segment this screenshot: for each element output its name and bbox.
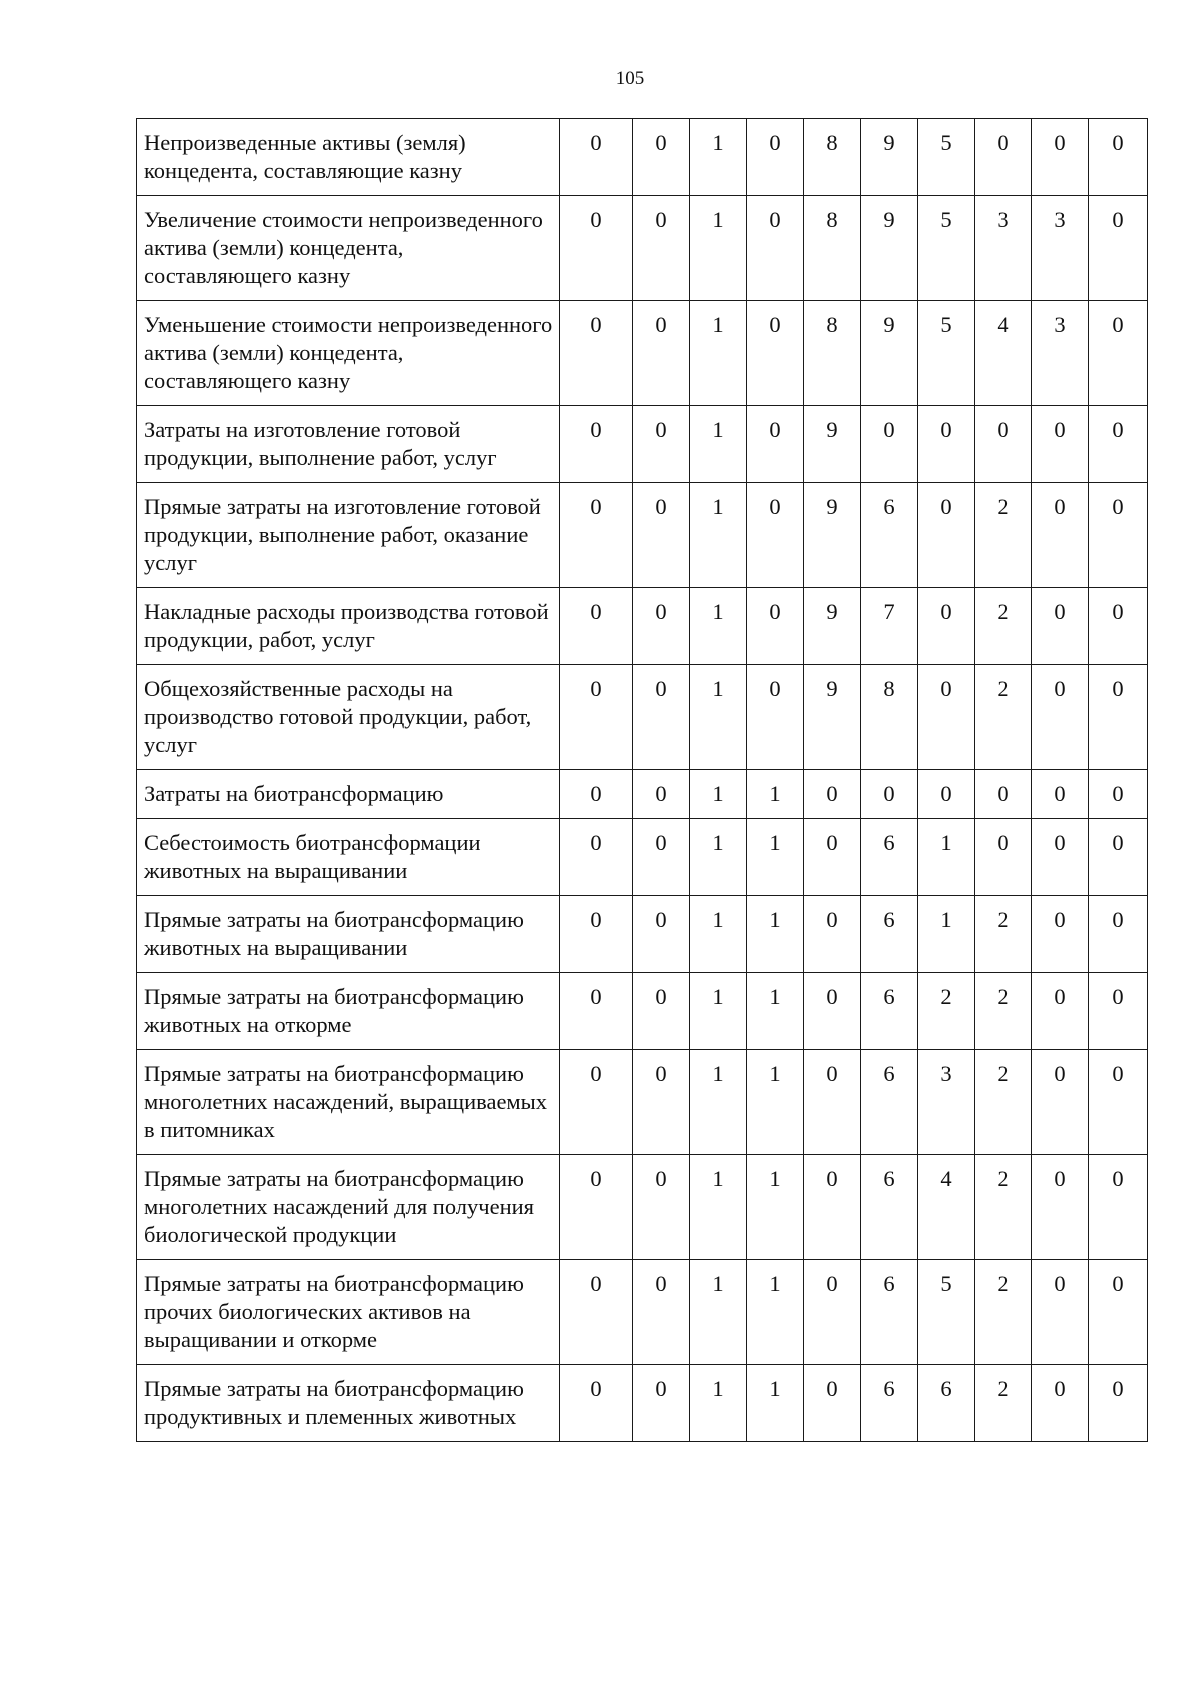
code-digit-cell: 0: [747, 196, 804, 301]
code-digit-cell: 0: [975, 819, 1032, 896]
code-digit-cell: 9: [861, 196, 918, 301]
code-digit-cell: 0: [633, 119, 690, 196]
code-digit-cell: 8: [804, 119, 861, 196]
table-body: [137, 119, 1148, 1442]
code-digit-cell: 3: [1032, 301, 1089, 406]
account-name-cell: Прямые затраты на биотрансформацию многолетних насаждений, выращиваемых в питомниках: [137, 1050, 560, 1155]
code-digit-cell: 1: [690, 196, 747, 301]
code-digit-cell: 2: [975, 665, 1032, 770]
code-digit-cell: 0: [633, 1155, 690, 1260]
table-row: [137, 770, 1148, 819]
code-digit-cell: 0: [560, 196, 633, 301]
code-digit-cell: 2: [975, 588, 1032, 665]
code-digit-cell: 7: [861, 588, 918, 665]
code-digit-cell: 0: [1032, 1050, 1089, 1155]
code-digit-cell: 0: [1089, 1155, 1148, 1260]
account-name-cell: Непроизведенные активы (земля) концедента, составляющие казну: [137, 119, 560, 196]
table-row: [137, 406, 1148, 483]
code-digit-cell: 1: [690, 1365, 747, 1442]
code-digit-cell: 0: [804, 1050, 861, 1155]
code-digit-cell: 0: [633, 819, 690, 896]
code-digit-cell: 0: [1032, 665, 1089, 770]
table-row: [137, 1155, 1148, 1260]
code-digit-cell: 0: [1089, 1050, 1148, 1155]
code-digit-cell: 5: [918, 196, 975, 301]
code-digit-cell: 1: [747, 819, 804, 896]
table-row: [137, 483, 1148, 588]
code-digit-cell: 0: [804, 819, 861, 896]
code-digit-cell: 1: [747, 1365, 804, 1442]
code-digit-cell: 0: [1032, 406, 1089, 483]
code-digit-cell: 0: [1089, 196, 1148, 301]
code-digit-cell: 0: [861, 406, 918, 483]
code-digit-cell: 0: [560, 483, 633, 588]
code-digit-cell: 6: [861, 483, 918, 588]
table-row: [137, 119, 1148, 196]
code-digit-cell: 0: [633, 973, 690, 1050]
code-digit-cell: 0: [1089, 665, 1148, 770]
code-digit-cell: 1: [690, 665, 747, 770]
account-name-cell: Затраты на изготовление готовой продукции, выполнение работ, услуг: [137, 406, 560, 483]
code-digit-cell: 6: [861, 1365, 918, 1442]
account-name-cell: Прямые затраты на изготовление готовой продукции, выполнение работ, оказание услуг: [137, 483, 560, 588]
code-digit-cell: 1: [690, 973, 747, 1050]
code-digit-cell: 0: [560, 406, 633, 483]
code-digit-cell: 1: [690, 1155, 747, 1260]
code-digit-cell: 0: [975, 406, 1032, 483]
code-digit-cell: 3: [1032, 196, 1089, 301]
code-digit-cell: 0: [747, 301, 804, 406]
code-digit-cell: 0: [1032, 588, 1089, 665]
code-digit-cell: 0: [804, 1155, 861, 1260]
code-digit-cell: 0: [1089, 819, 1148, 896]
code-digit-cell: 2: [975, 1155, 1032, 1260]
code-digit-cell: 0: [633, 665, 690, 770]
code-digit-cell: 0: [804, 896, 861, 973]
table-row: [137, 973, 1148, 1050]
code-digit-cell: 1: [747, 896, 804, 973]
code-digit-cell: 2: [918, 973, 975, 1050]
code-digit-cell: 0: [560, 973, 633, 1050]
table-row: [137, 1365, 1148, 1442]
code-digit-cell: 6: [861, 896, 918, 973]
code-digit-cell: 0: [560, 1050, 633, 1155]
code-digit-cell: 8: [804, 301, 861, 406]
code-digit-cell: 0: [1089, 770, 1148, 819]
table-row: [137, 301, 1148, 406]
code-digit-cell: 0: [633, 406, 690, 483]
code-digit-cell: 6: [918, 1365, 975, 1442]
code-digit-cell: 9: [804, 665, 861, 770]
account-name-cell: Общехозяйственные расходы на производство готовой продукции, работ, услуг: [137, 665, 560, 770]
code-digit-cell: 0: [633, 588, 690, 665]
code-digit-cell: 0: [633, 1260, 690, 1365]
code-digit-cell: 3: [975, 196, 1032, 301]
code-digit-cell: 0: [1032, 819, 1089, 896]
code-digit-cell: 1: [690, 406, 747, 483]
code-digit-cell: 0: [633, 896, 690, 973]
code-digit-cell: 0: [918, 770, 975, 819]
table-row: [137, 896, 1148, 973]
code-digit-cell: 2: [975, 1260, 1032, 1365]
code-digit-cell: 6: [861, 1260, 918, 1365]
account-name-cell: Прямые затраты на биотрансформацию продуктивных и племенных животных: [137, 1365, 560, 1442]
code-digit-cell: 1: [690, 770, 747, 819]
account-codes-table: [136, 118, 1148, 1442]
account-name-cell: Накладные расходы производства готовой продукции, работ, услуг: [137, 588, 560, 665]
code-digit-cell: 0: [1032, 1155, 1089, 1260]
table-row: [137, 196, 1148, 301]
code-digit-cell: 0: [1089, 973, 1148, 1050]
code-digit-cell: 1: [747, 1260, 804, 1365]
code-digit-cell: 5: [918, 1260, 975, 1365]
code-digit-cell: 2: [975, 896, 1032, 973]
code-digit-cell: 0: [804, 1365, 861, 1442]
code-digit-cell: 0: [1089, 588, 1148, 665]
code-digit-cell: 1: [690, 819, 747, 896]
code-digit-cell: 0: [633, 1365, 690, 1442]
code-digit-cell: 0: [747, 483, 804, 588]
code-digit-cell: 0: [560, 665, 633, 770]
account-name-cell: Уменьшение стоимости непроизведенного актива (земли) концедента, составляющего казну: [137, 301, 560, 406]
code-digit-cell: 0: [633, 301, 690, 406]
code-digit-cell: 0: [1032, 770, 1089, 819]
code-digit-cell: 0: [747, 406, 804, 483]
code-digit-cell: 0: [918, 406, 975, 483]
code-digit-cell: 0: [560, 1260, 633, 1365]
account-name-cell: Затраты на биотрансформацию: [137, 770, 560, 819]
code-digit-cell: 0: [1032, 1260, 1089, 1365]
code-digit-cell: 0: [1089, 406, 1148, 483]
code-digit-cell: 0: [1032, 483, 1089, 588]
code-digit-cell: 0: [560, 1365, 633, 1442]
code-digit-cell: 8: [861, 665, 918, 770]
code-digit-cell: 0: [747, 119, 804, 196]
code-digit-cell: 0: [633, 483, 690, 588]
account-name-cell: Прямые затраты на биотрансформацию животных на выращивании: [137, 896, 560, 973]
code-digit-cell: 9: [804, 588, 861, 665]
code-digit-cell: 0: [1089, 301, 1148, 406]
code-digit-cell: 0: [560, 819, 633, 896]
table-row: [137, 819, 1148, 896]
code-digit-cell: 0: [918, 665, 975, 770]
code-digit-cell: 0: [560, 770, 633, 819]
table-row: [137, 1050, 1148, 1155]
code-digit-cell: 1: [918, 819, 975, 896]
code-digit-cell: 0: [560, 119, 633, 196]
code-digit-cell: 0: [918, 483, 975, 588]
code-digit-cell: 1: [747, 1050, 804, 1155]
table-row: [137, 588, 1148, 665]
account-name-cell: Прямые затраты на биотрансформацию прочих биологических активов на выращивании и откорме: [137, 1260, 560, 1365]
code-digit-cell: 2: [975, 973, 1032, 1050]
code-digit-cell: 0: [1089, 896, 1148, 973]
code-digit-cell: 1: [690, 1050, 747, 1155]
code-digit-cell: 2: [975, 483, 1032, 588]
code-digit-cell: 0: [560, 588, 633, 665]
code-digit-cell: 6: [861, 1155, 918, 1260]
code-digit-cell: 9: [804, 406, 861, 483]
code-digit-cell: 0: [1032, 973, 1089, 1050]
code-digit-cell: 0: [747, 588, 804, 665]
code-digit-cell: 4: [918, 1155, 975, 1260]
code-digit-cell: 6: [861, 819, 918, 896]
code-digit-cell: 1: [690, 119, 747, 196]
code-digit-cell: 0: [633, 196, 690, 301]
account-name-cell: Прямые затраты на биотрансформацию животных на откорме: [137, 973, 560, 1050]
account-name-cell: Прямые затраты на биотрансформацию многолетних насаждений для получения биологической продукции: [137, 1155, 560, 1260]
code-digit-cell: 1: [747, 973, 804, 1050]
code-digit-cell: 6: [861, 1050, 918, 1155]
account-name-cell: Себестоимость биотрансформации животных на выращивании: [137, 819, 560, 896]
code-digit-cell: 2: [975, 1365, 1032, 1442]
code-digit-cell: 9: [861, 119, 918, 196]
code-digit-cell: 0: [560, 1155, 633, 1260]
code-digit-cell: 0: [1089, 1260, 1148, 1365]
page-number: 105: [615, 68, 645, 89]
code-digit-cell: 1: [690, 1260, 747, 1365]
code-digit-cell: 1: [690, 301, 747, 406]
code-digit-cell: 0: [804, 973, 861, 1050]
code-digit-cell: 0: [633, 1050, 690, 1155]
code-digit-cell: 5: [918, 301, 975, 406]
table-row: [137, 1260, 1148, 1365]
code-digit-cell: 0: [861, 770, 918, 819]
code-digit-cell: 0: [804, 1260, 861, 1365]
code-digit-cell: 6: [861, 973, 918, 1050]
code-digit-cell: 1: [690, 483, 747, 588]
code-digit-cell: 0: [1032, 119, 1089, 196]
code-digit-cell: 0: [804, 770, 861, 819]
code-digit-cell: 0: [1089, 119, 1148, 196]
code-digit-cell: 3: [918, 1050, 975, 1155]
code-digit-cell: 0: [1032, 896, 1089, 973]
code-digit-cell: 5: [918, 119, 975, 196]
code-digit-cell: 4: [975, 301, 1032, 406]
code-digit-cell: 0: [560, 301, 633, 406]
code-digit-cell: 0: [975, 770, 1032, 819]
code-digit-cell: 2: [975, 1050, 1032, 1155]
table-row: [137, 665, 1148, 770]
code-digit-cell: 9: [861, 301, 918, 406]
code-digit-cell: 0: [1032, 1365, 1089, 1442]
code-digit-cell: 1: [690, 588, 747, 665]
code-digit-cell: 0: [1089, 483, 1148, 588]
code-digit-cell: 9: [804, 483, 861, 588]
account-name-cell: Увеличение стоимости непроизведенного актива (земли) концедента, составляющего казну: [137, 196, 560, 301]
code-digit-cell: 1: [747, 1155, 804, 1260]
code-digit-cell: 0: [747, 665, 804, 770]
code-digit-cell: 0: [1089, 1365, 1148, 1442]
code-digit-cell: 1: [747, 770, 804, 819]
code-digit-cell: 1: [690, 896, 747, 973]
code-digit-cell: 0: [560, 896, 633, 973]
code-digit-cell: 0: [918, 588, 975, 665]
code-digit-cell: 1: [918, 896, 975, 973]
code-digit-cell: 0: [975, 119, 1032, 196]
code-digit-cell: 0: [633, 770, 690, 819]
code-digit-cell: 8: [804, 196, 861, 301]
